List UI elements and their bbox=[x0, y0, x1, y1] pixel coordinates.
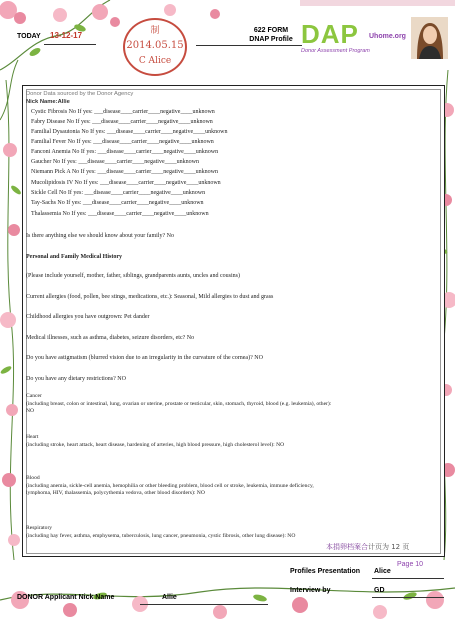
respiratory-section: Respiratory (including hay fever, asthma, emphysema, tuberculosis, lung cancer, pneumonia, cystic fibrosis, other lung disease): NO bbox=[26, 525, 296, 539]
stamp-top-text: 制 bbox=[150, 26, 160, 36]
interview-underline bbox=[372, 597, 444, 598]
page-count-note-purple: 本捐卵档案合 bbox=[326, 543, 368, 551]
form-profile: DNAP Profile bbox=[249, 36, 293, 43]
today-underline bbox=[44, 44, 96, 45]
today-date: 13-12-17 bbox=[50, 31, 83, 40]
profiles-underline bbox=[372, 578, 444, 579]
disease-mucolipidosis: Mucolipidosis IV No If yes: ___disease____carrier____negative____unknown bbox=[31, 180, 221, 186]
family-history-heading: Personal and Family Medical History bbox=[26, 254, 122, 260]
dietary-restrictions: Do you have any dietary restrictions? NO bbox=[26, 376, 126, 382]
header-rule bbox=[196, 45, 302, 46]
form-title bbox=[241, 26, 301, 44]
stamp-date: 2014.05.15 bbox=[126, 40, 184, 51]
interview-by-label: Interview by bbox=[290, 587, 331, 594]
data-source-line: Donor Data sourced by the Donor Agency bbox=[26, 91, 134, 97]
red-seal-stamp bbox=[123, 18, 187, 76]
applicant-nick-name-value: Allie bbox=[162, 594, 177, 601]
cancer-section: Cancer (including breast, colon or intestinal, lung, ovarian or uterine, prostate or testicular, skin, stomach, thyroid, blood (e.g. leukemia), other): NO bbox=[26, 393, 332, 415]
disease-familial-fever: Familial Fever No If yes: ___disease____carrier____negative____unknown bbox=[31, 139, 214, 145]
dap-logo bbox=[301, 20, 409, 58]
logo-dap: DAP bbox=[301, 19, 359, 49]
disease-fanconi-anemia: Fanconi Anemia No If yes: ___disease____carrier____negative____unknown bbox=[31, 149, 219, 155]
medical-illnesses: Medical illnesses, such as asthma, diabetes, seizure disorders, etc? No bbox=[26, 335, 195, 341]
anything-else-question: Is there anything else we should know about your family? No bbox=[26, 233, 174, 239]
logo-subtitle: Donor Assessment Program bbox=[301, 48, 370, 54]
astigmatism-question: Do you have astigmatism (blurred vision due to an irregularity in the curvature of the cornea)? NO bbox=[26, 355, 263, 361]
interview-by-value: GD bbox=[374, 587, 385, 594]
disease-tay-sachs: Tay-Sachs No If yes: ___disease____carrier____negative____unknown bbox=[31, 200, 204, 206]
disease-thalassemia: Thalassemia No If yes: ___disease____carrier____negative____unknown bbox=[31, 211, 209, 217]
today-label: TODAY bbox=[17, 33, 41, 40]
disease-sickle-cell: Sickle Cell No If yes: ___disease____carrier____negative____unknown bbox=[31, 190, 206, 196]
nick-name-line: Nick Name:Allie bbox=[26, 99, 70, 105]
disease-niemann-pick: Niemann Pick A No If yes: ___disease____carrier____negative____unknown bbox=[31, 169, 218, 175]
profiles-presentation-label: Profiles Presentation bbox=[290, 568, 361, 575]
page-count-note-gray: 计页为 12 页 bbox=[368, 543, 410, 551]
form-number: 622 FORM bbox=[253, 27, 289, 34]
portrait-image bbox=[411, 17, 448, 59]
current-allergies: Current allergies (food, pollen, bee stings, medications, etc.): Seasonal, Mild allergies to dust and grass bbox=[26, 294, 274, 300]
logo-domain: Uhome.org bbox=[369, 33, 406, 40]
applicant-nick-name-label: DONOR Applicant Nick Name bbox=[17, 594, 115, 601]
page-count-note bbox=[326, 542, 409, 552]
childhood-allergies: Childhood allergies you have outgrown: Pet dander bbox=[26, 314, 150, 320]
donor-photo bbox=[411, 17, 448, 59]
disease-cystic-fibrosis: Cystic Fibrosis No If yes: ___disease____carrier____negative____unknown bbox=[31, 109, 215, 115]
page-number: Page 10 bbox=[397, 561, 424, 568]
heart-section: Heart (including stroke, heart attack, heart disease, hardening of arteries, high blood pressure, high cholesterol level): NO bbox=[26, 434, 285, 448]
profiles-presentation-value: Alice bbox=[374, 568, 391, 575]
stamp-name: C Alice bbox=[138, 56, 172, 66]
disease-gaucher: Gaucher No If yes: ___disease____carrier____negative____unknown bbox=[31, 159, 199, 165]
disease-fabry: Fabry Disease No If yes: ___disease____carrier____negative____unknown bbox=[31, 119, 213, 125]
blood-section: Blood (including anemia, sickle-cell anemia, hemophilia or other bleeding problem, blood cell or stroke, leukemia, immune deficiency, lymphoma, HIV, thalassemia, polycythemia vedova, other blood disorders): NO bbox=[26, 475, 314, 497]
applicant-underline bbox=[140, 604, 268, 605]
family-history-note: (Please include yourself, mother, father, siblings, grandparents aunts, uncles and cousins) bbox=[26, 273, 240, 279]
disease-familial-dysautonia: Familial Dysautonia No If yes: ___disease____carrier____negative____unknown bbox=[31, 129, 228, 135]
